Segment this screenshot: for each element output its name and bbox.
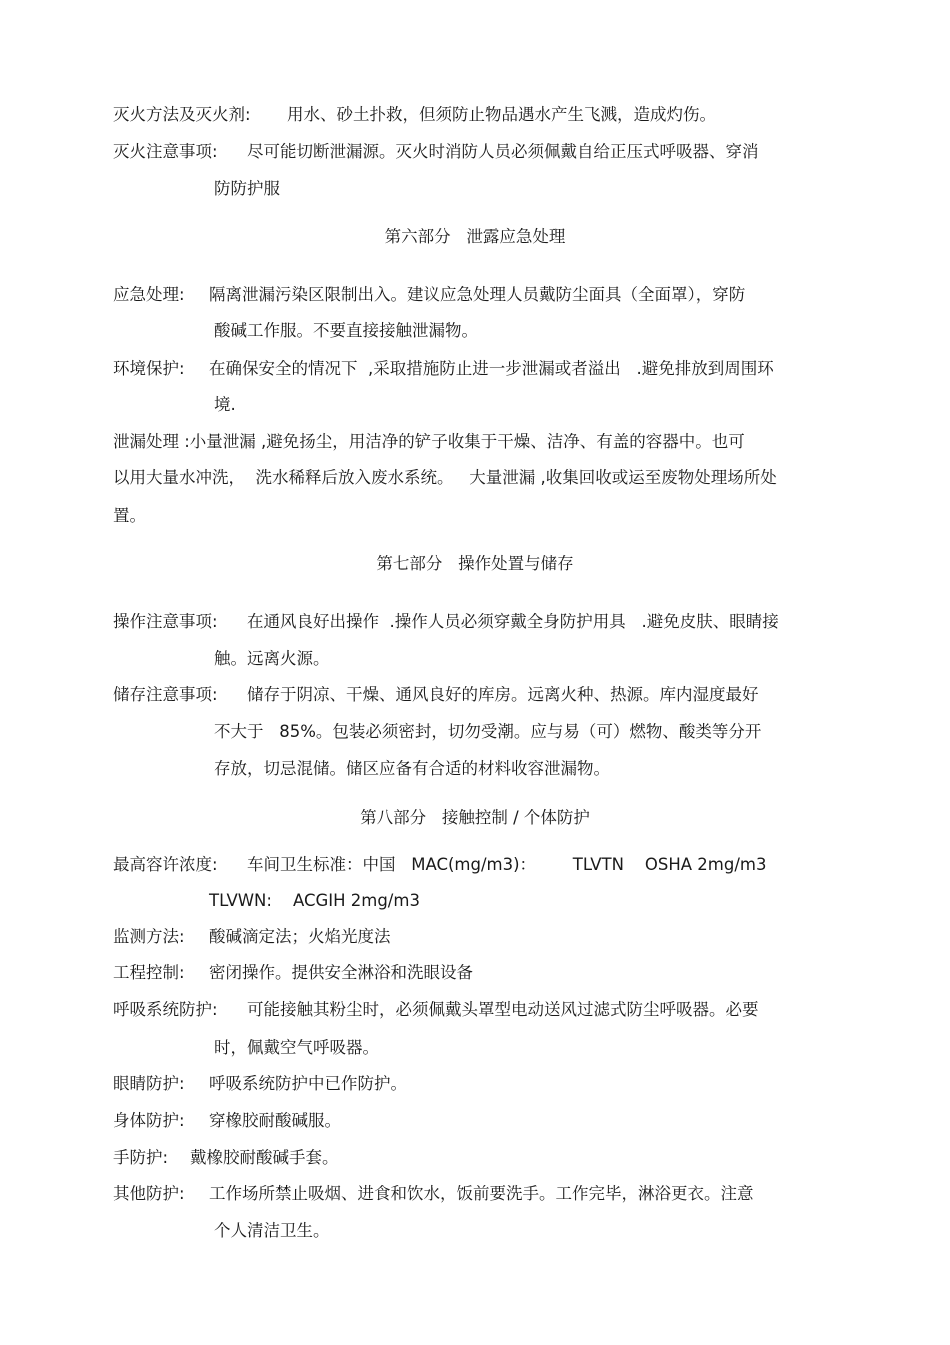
store-text-1: 储存于阴凉、干燥、通风良好的库房。远离火种、热源。库内湿度最好 (247, 685, 759, 704)
eng-label: 工程控制: (113, 963, 185, 982)
op-text-2: 触。远离火源。 (214, 649, 330, 668)
leak-line-3: 置。 (113, 506, 146, 525)
op-label: 操作注意事项: (113, 612, 218, 631)
hand-text: 戴橡胶耐酸碱手套。 (190, 1148, 339, 1167)
monitor-label: 监测方法: (113, 927, 185, 946)
emergency-label: 应急处理: (113, 285, 185, 304)
body-text: 穿橡胶耐酸碱服。 (209, 1111, 341, 1130)
store-label: 储存注意事项: (113, 685, 218, 704)
leak-line-2: 以用大量水冲洗， 洗水稀释后放入废水系统。 大量泄漏 ,收集回收或运至废物处理场所处 (113, 468, 777, 487)
section-8-title: 第八部分 接触控制 / 个体防护 (360, 808, 590, 827)
fire-note-text-1: 尽可能切断泄漏源。灭火时消防人员必须佩戴自给正压式呼吸器、穿消 (247, 142, 759, 161)
env-text-1: 在确保安全的情况下 ,采取措施防止进一步泄漏或者溢出 .避免排放到周围环 (209, 359, 774, 378)
eng-text: 密闭操作。提供安全淋浴和洗眼设备 (209, 963, 473, 982)
eye-text: 呼吸系统防护中已作防护。 (209, 1074, 407, 1093)
env-label: 环境保护: (113, 359, 185, 378)
mac-label: 最高容许浓度: (113, 855, 218, 874)
emergency-text-1: 隔离泄漏污染区限制出入。建议应急处理人员戴防尘面具（全面罩），穿防 (209, 285, 746, 304)
fire-note-text-2: 防防护服 (214, 179, 280, 198)
store-text-3: 存放，切忌混储。储区应备有合适的材料收容泄漏物。 (214, 759, 610, 778)
section-6-title: 第六部分 泄露应急处理 (384, 227, 566, 246)
emergency-text-2: 酸碱工作服。不要直接接触泄漏物。 (214, 321, 478, 340)
monitor-text: 酸碱滴定法；火焰光度法 (209, 927, 391, 946)
other-text-1: 工作场所禁止吸烟、进食和饮水，饭前要洗手。工作完毕，淋浴更衣。注意 (209, 1184, 754, 1203)
leak-line-1: 泄漏处理 :小量泄漏 ,避免扬尘，用洁净的铲子收集于干燥、洁净、有盖的容器中。也可 (113, 432, 745, 451)
resp-text-2: 时，佩戴空气呼吸器。 (214, 1038, 379, 1057)
body-label: 身体防护: (113, 1111, 185, 1130)
fire-note-label: 灭火注意事项: (113, 142, 218, 161)
store-text-2: 不大于 85%。包装必须密封，切勿受潮。应与易（可）燃物、酸类等分开 (214, 722, 762, 741)
fire-method-label: 灭火方法及灭火剂: (113, 105, 251, 124)
op-text-1: 在通风良好出操作 .操作人员必须穿戴全身防护用具 .避免皮肤、眼睛接 (247, 612, 779, 631)
mac-text-1: 车间卫生标准：中国 MAC(mg/m3)： TLVTN OSHA 2mg/m3 (247, 855, 767, 874)
mac-text-2: TLVWN: ACGIH 2mg/m3 (209, 891, 420, 910)
resp-text-1: 可能接触其粉尘时，必须佩戴头罩型电动送风过滤式防尘呼吸器。必要 (247, 1000, 759, 1019)
fire-method-text: 用水、砂土扑救，但须防止物品遇水产生飞溅，造成灼伤。 (287, 105, 716, 124)
section-7-title: 第七部分 操作处置与储存 (376, 554, 574, 573)
env-text-2: 境. (214, 395, 236, 414)
hand-label: 手防护: (113, 1148, 169, 1167)
resp-label: 呼吸系统防护: (113, 1000, 218, 1019)
other-label: 其他防护: (113, 1184, 185, 1203)
other-text-2: 个人清洁卫生。 (214, 1221, 330, 1240)
eye-label: 眼睛防护: (113, 1074, 185, 1093)
